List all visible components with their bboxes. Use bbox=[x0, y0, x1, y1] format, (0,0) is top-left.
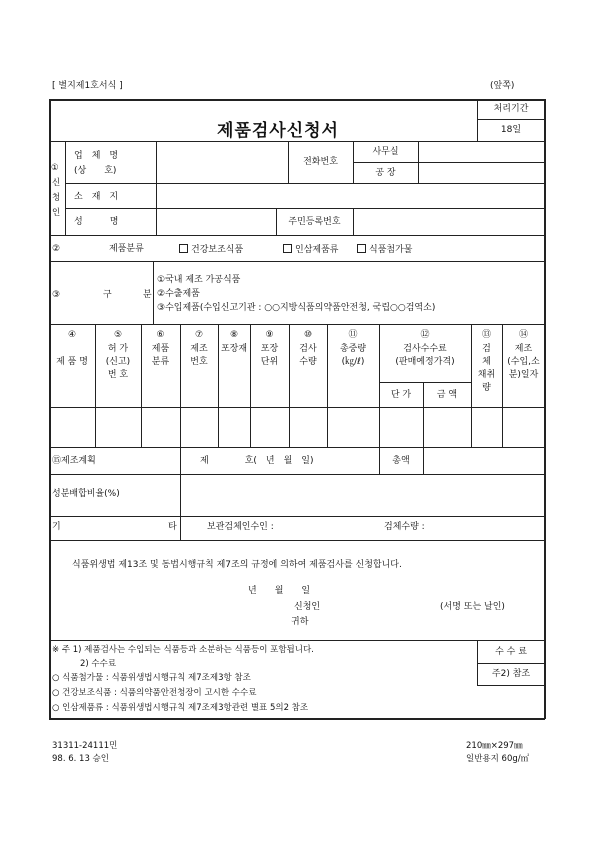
checkbox-icon bbox=[357, 244, 366, 253]
total-amount-label: 총액 bbox=[392, 456, 410, 466]
side-indicator: (앞쪽) bbox=[490, 81, 515, 91]
division-domestic: ①국내 제조 가공식품 bbox=[157, 275, 241, 285]
applicant-label-3: 인 bbox=[52, 208, 61, 218]
note-line-1: ※ 주 1) 제품검사는 수입되는 식품등과 소분하는 식품등이 포함됩니다. bbox=[52, 645, 314, 655]
note-line-2: 2) 수수료 bbox=[80, 659, 117, 669]
col-date-label-3: 분)일자 bbox=[508, 370, 539, 380]
applicant-number: ① bbox=[51, 163, 59, 173]
col-sample-label-4: 량 bbox=[482, 383, 491, 393]
declaration-text: 식품위생법 제13조 및 동법시행규칙 제7조의 규정에 의하여 제품검사를 신청합니다. bbox=[72, 560, 402, 570]
col-fee-label-1: 검사수수료 bbox=[403, 344, 447, 354]
resident-id-label: 주민등록번호 bbox=[288, 217, 341, 227]
phone-label: 전화번호 bbox=[303, 157, 338, 167]
ingredient-ratio-label: 성분배합비율(%) bbox=[52, 489, 120, 499]
fee-value: 주2) 참조 bbox=[491, 669, 531, 679]
form-code: 31311-24111민 bbox=[52, 741, 118, 751]
address-label: 소 재 지 bbox=[74, 192, 119, 202]
declaration-recipient: 귀하 bbox=[291, 617, 309, 627]
other-label-2: 타 bbox=[168, 522, 177, 532]
option-ginseng-products[interactable]: 인삼제품류 bbox=[283, 244, 338, 256]
col-pack-unit-label-2: 단위 bbox=[260, 357, 279, 367]
col-permit-label-1: 허 가 bbox=[107, 344, 129, 354]
col-fee-number: ⑫ bbox=[420, 330, 430, 340]
note-line-4: ○ 건강보조식품 : 식품의약품안전청장이 고시한 수수료 bbox=[52, 688, 257, 698]
declaration-applicant: 신청인 bbox=[294, 602, 321, 612]
col-sample-number: ⑬ bbox=[481, 330, 491, 340]
col-product-name: 제 품 명 bbox=[56, 357, 88, 367]
col-sample-label-2: 체 bbox=[482, 357, 491, 367]
col-weight-label-2: (㎏/ℓ) bbox=[341, 357, 365, 367]
note-line-5: ○ 인삼제품류 : 식품위생법시행규칙 제7조제3항관련 별표 5의2 참조 bbox=[52, 703, 309, 713]
col-batch-number-number: ⑦ bbox=[194, 330, 204, 340]
col-date-label-2: (수입,소 bbox=[507, 357, 540, 367]
plan-number-date: 제 호( 년 월 일) bbox=[200, 456, 314, 466]
division-label-2: 분 bbox=[143, 290, 152, 300]
col-pack-unit-number: ⑨ bbox=[265, 330, 274, 340]
company-trade-name-label: (상 호) bbox=[74, 166, 117, 176]
manufacturing-plan-label: ⑮제조계획 bbox=[52, 456, 96, 466]
col-category-number: ⑥ bbox=[156, 330, 165, 340]
col-test-qty-number: ⑩ bbox=[303, 330, 313, 340]
page-title: 제품검사신청서 bbox=[217, 121, 339, 141]
declaration-date: 년 월 일 bbox=[248, 586, 311, 596]
checkbox-icon bbox=[179, 244, 188, 253]
division-label-1: 구 bbox=[103, 290, 112, 300]
col-batch-label-1: 제조 bbox=[190, 344, 208, 354]
col-fee-amount: 금 액 bbox=[436, 390, 458, 400]
sample-quantity-label: 검체수량 : bbox=[384, 522, 425, 532]
applicant-label-1: 신 bbox=[52, 178, 61, 188]
col-packaging: 포장재 bbox=[220, 344, 248, 354]
col-test-qty-label-2: 수량 bbox=[299, 357, 317, 367]
col-sample-label-3: 채취 bbox=[477, 370, 496, 380]
paper-spec: 일반용지 60g/㎡ bbox=[466, 754, 530, 764]
option-food-additives[interactable]: 식품첨가물 bbox=[357, 244, 412, 256]
option-health-supplement[interactable]: 건강보조식품 bbox=[179, 244, 243, 256]
division-import: ③수입제품(수입신고기관 : ○○지방식품의약품안전청, 국립○○검역소) bbox=[157, 303, 436, 313]
form-id: [ 별지제1호서식 ] bbox=[52, 81, 123, 91]
office-label: 사무실 bbox=[372, 147, 399, 157]
approval-date: 98. 6. 13 승인 bbox=[52, 754, 109, 764]
col-sample-label-1: 검 bbox=[482, 344, 491, 354]
person-name-label: 성 명 bbox=[74, 217, 119, 227]
col-weight-number: ⑪ bbox=[348, 330, 358, 340]
applicant-label-2: 청 bbox=[52, 193, 61, 203]
col-packaging-number: ⑧ bbox=[229, 330, 239, 340]
category-label: 제품분류 bbox=[109, 244, 144, 254]
col-date-number: ⑭ bbox=[518, 330, 528, 340]
checkbox-icon bbox=[283, 244, 292, 253]
col-fee-unit-price: 단 가 bbox=[390, 390, 412, 400]
col-batch-label-2: 번호 bbox=[190, 357, 208, 367]
processing-period-value: 18일 bbox=[500, 125, 522, 135]
col-product-name-number: ④ bbox=[67, 330, 77, 340]
col-weight-label-1: 총중량 bbox=[339, 344, 367, 354]
category-number: ② bbox=[52, 244, 61, 254]
division-export: ②수출제품 bbox=[157, 289, 200, 299]
declaration-signature: (서명 또는 날인) bbox=[440, 602, 505, 612]
fee-label: 수 수 료 bbox=[495, 647, 527, 657]
processing-period-label: 처리기간 bbox=[493, 104, 529, 114]
sample-keeper-label: 보관검체인수인 : bbox=[207, 522, 274, 532]
col-pack-unit-label-1: 포장 bbox=[260, 344, 279, 354]
col-permit-number-number: ⑤ bbox=[113, 330, 123, 340]
col-test-qty-label-1: 검사 bbox=[299, 344, 317, 354]
company-name-label: 업 체 명 bbox=[74, 151, 119, 161]
col-category-label-2: 분류 bbox=[151, 357, 170, 367]
col-permit-label-3: 번 호 bbox=[107, 370, 129, 380]
factory-label: 공 장 bbox=[375, 168, 396, 178]
col-date-label-1: 제조 bbox=[514, 344, 533, 354]
col-permit-label-2: (신고) bbox=[105, 357, 131, 367]
col-fee-label-2: (판매예정가격) bbox=[395, 357, 455, 367]
other-label-1: 기 bbox=[52, 522, 61, 532]
division-number: ③ bbox=[52, 290, 61, 300]
paper-size: 210㎜×297㎜ bbox=[466, 741, 523, 751]
note-line-3: ○ 식품첨가물 : 식품위생법시행규칙 제7조제3항 참조 bbox=[52, 673, 251, 683]
col-category-label-1: 제품 bbox=[151, 344, 170, 354]
